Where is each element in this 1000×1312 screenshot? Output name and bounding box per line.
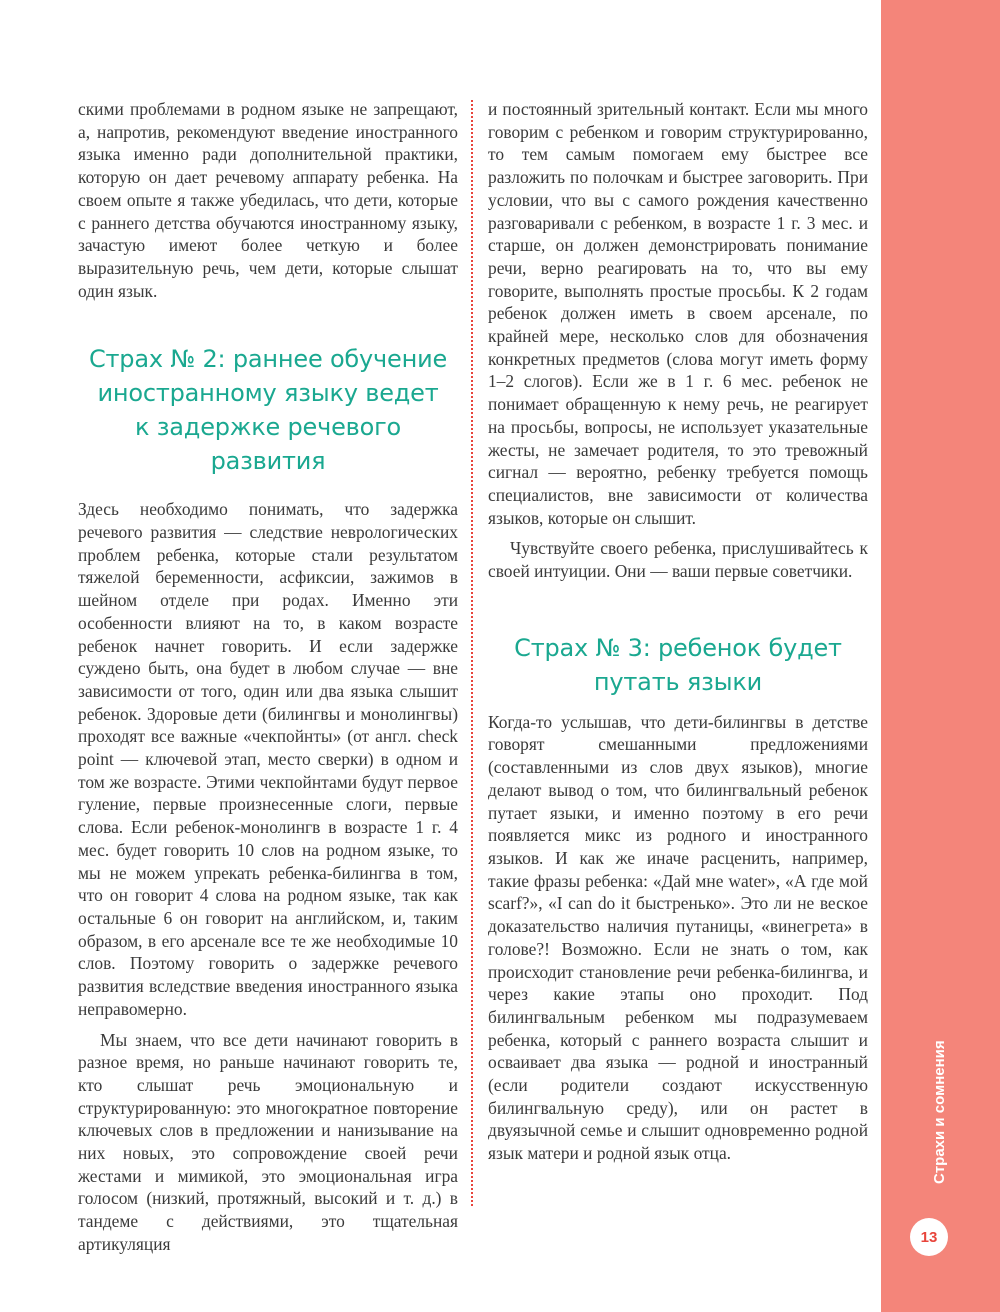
heading-fear-2-line-3: к задержке речевого — [135, 413, 401, 442]
section-label: Страхи и сомнения — [931, 1040, 948, 1184]
heading-fear-3 — [488, 631, 868, 699]
right-paragraph-1: и постоянный зрительный контакт. Если мы много говорим с ребенком и говорим структурированно, то тем самым помогаем ему быстрее все разложить по полочкам и быстрее заговорить. При условии, что вы с самого рождения качественно разговаривали с ребенком, в возрасте 1 г. 3 мес. и старше, он должен демонстрировать понимание речи, верно реагировать на то, что вы ему говорите, выполнять простые просьбы. К 2 годам ребенок должен иметь в своем арсенале, по крайней мере, несколько слов для обозначения конкретных предметов (слова могут иметь форму 1–2 слогов). Если же в 1 г. 6 мес. ребенок не понимает обращенную к нему речь, не реагирует на просьбы, вопросы, не использует указательные жесты, не замечает родителя, то это тревожный сигнал — вероятно, ребенку требуется помощь специалистов, вне зависимости от количества языков, которые он слышит. — [488, 99, 868, 528]
right-paragraph-3: Когда-то услышав, что дети-билингвы в детстве говорят смешанными предложениями (составленными из слов двух языков), многие делают вывод о том, что билингвальный ребенок путает языки, и именно поэтому в его речи появляется микс из родного и иностранного языков. И как же иначе расценить, например, такие фразы ребенка: «Дай мне water», «А где мой scarf?», «I can do it быстренько». Это ли не веское доказательство наличия путаницы, «винегрета» в голове?! Возможно. Если не знать о том, как происходит становление речи ребенка-билингва, и через какие этапы оно проходит. Под билингвальным ребенком мы подразумеваем ребенка, который с раннего возраста слышит и осваивает два языка — родной и иностранный (если родители создают искусственную билингвальную среду), или он растет в двуязычной семье и слышит одновременно родной язык матери и родной язык отца. — [488, 711, 868, 1164]
heading-fear-2-line-1: Страх № 2: раннее обучение — [88, 345, 448, 374]
heading-fear-2 — [78, 342, 458, 478]
heading-fear-3-line-2: путать языки — [593, 667, 763, 696]
page-number: 13 — [910, 1218, 948, 1256]
column-divider — [471, 100, 473, 1206]
right-column — [488, 98, 868, 1165]
left-paragraph-2: Здесь необходимо понимать, что задержка речевого развития — следствие неврологических проблем ребенка, которые стали результатом тяжелой беременности, асфиксии, зажимов в шейном отделе при родах. Именно эти особенности влияют на то, в каком возрасте ребенок начнет говорить. И если задержке суждено быть, она будет в любом случае — вне зависимости от того, один или два языка слышит ребенок. Здоровые дети (билингвы и монолингвы) проходят все важные «чекпойнты» (от англ. check point — ключевой этап, место сверки) в одном и том же возрасте. Этими чекпойнтами будут первое гуление, первые произнесенные слоги, первые слова. Если ребенок-монолингв в возрасте 1 г. 4 мес. будет говорить 10 слов на родном языке, то мы не можем упрекать ребенка-билингва в том, что он говорит 4 слова на родном языке, так как остальные 6 он говорит на английском, и, таким образом, в его арсенале все те же необходимые 10 слов. Поэтому говорить о задержке речевого развития вследствие введения иностранного языка неправомерно. — [78, 499, 458, 1019]
heading-fear-3-line-1: Страх № 3: ребенок будет — [514, 633, 842, 662]
right-paragraph-2: Чувствуйте своего ребенка, прислушивайтесь к своей интуиции. Они — ваши первые советчики. — [488, 538, 868, 582]
heading-fear-2-line-4: развития — [210, 447, 326, 476]
heading-fear-2-line-2: иностранному языку ведет — [97, 379, 439, 408]
left-column — [78, 98, 458, 1256]
left-paragraph-1: скими проблемами в родном языке не запрещают, а, напротив, рекомендуют введение иностранного языка именно ради дополнительной практики, которую он дает речевому аппарату ребенка. На своем опыте я также убедилась, что дети, которые с раннего детства обучаются иностранному языку, зачастую имеют более четкую и более выразительную речь, чем дети, которые слышат один язык. — [78, 99, 458, 301]
left-paragraph-3: Мы знаем, что все дети начинают говорить в разное время, но раньше начинают говорить те, кто слышат речь эмоциональную и структурированную: это многократное повторение ключевых слов в предложении и нанизывание на них новых, это сопровождение своей речи жестами и мимикой, это эмоциональная игра голосом (низкий, протяжный, высокий и т. д.) в тандеме с действиями, это тщательная артикуляция — [78, 1029, 458, 1254]
